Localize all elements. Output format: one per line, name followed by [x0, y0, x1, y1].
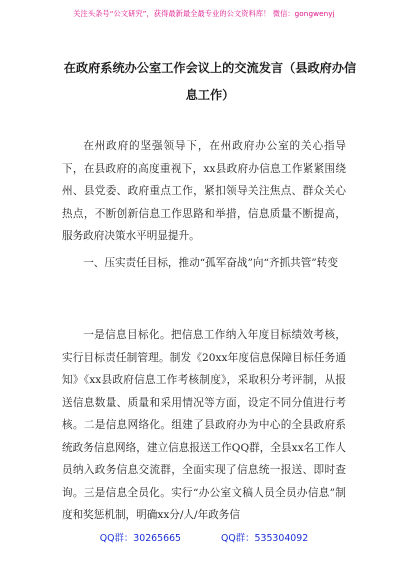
header-banner	[0, 0, 408, 28]
paragraph-intro: 在州政府的坚强领导下，在州政府办公室的关心指导下，在县政府的高度重视下，xx县政府办信息工作紧紧围绕州、县党委、政府重点工作，紧扣领导关注焦点、群众关心热点，不断创新信息工作思路和举措，信息质量不断提高，服务政府决策水平明显提升。	[62, 140, 346, 242]
footer-contacts	[0, 526, 408, 548]
footer-qq-group-1: QQ群：30265665	[99, 533, 182, 544]
document-title: 在政府系统办公室工作会议上的交流发言（县政府办信息工作）	[63, 61, 357, 102]
footer-qq-group-2: QQ群：535304092	[221, 533, 309, 544]
paragraph-section-1: 一是信息目标化。把信息工作纳入年度目标绩效考核，实行目标责任制管理。制发《20xx年度信息保障目标任务通知》《xx县政府信息工作考核制度》，采取积分考评制，从报送信息数量、质量和采用情况等方面，设定不同分值进行考核。二是信息网络化。组建了县政府办为中心的全县政府系统政务信息网络，建立信息报送工作QQ群，全县xx名工作人员纳入政务信息交流群，全面实现了信息统一报送、即时查询。三是信息全员化。实行“办公室文稿人员全员办信息”制度和奖惩机制，明确xx分/人/年政务信	[62, 329, 346, 521]
section-heading-1: 一、压实责任目标，推动“孤军奋战”向“齐抓共管”转变	[83, 257, 338, 269]
banner-text: 关注头条号“公文研究”，获得最新最全最专业的公文资料库！ 微信：gongwenyj	[73, 9, 335, 18]
